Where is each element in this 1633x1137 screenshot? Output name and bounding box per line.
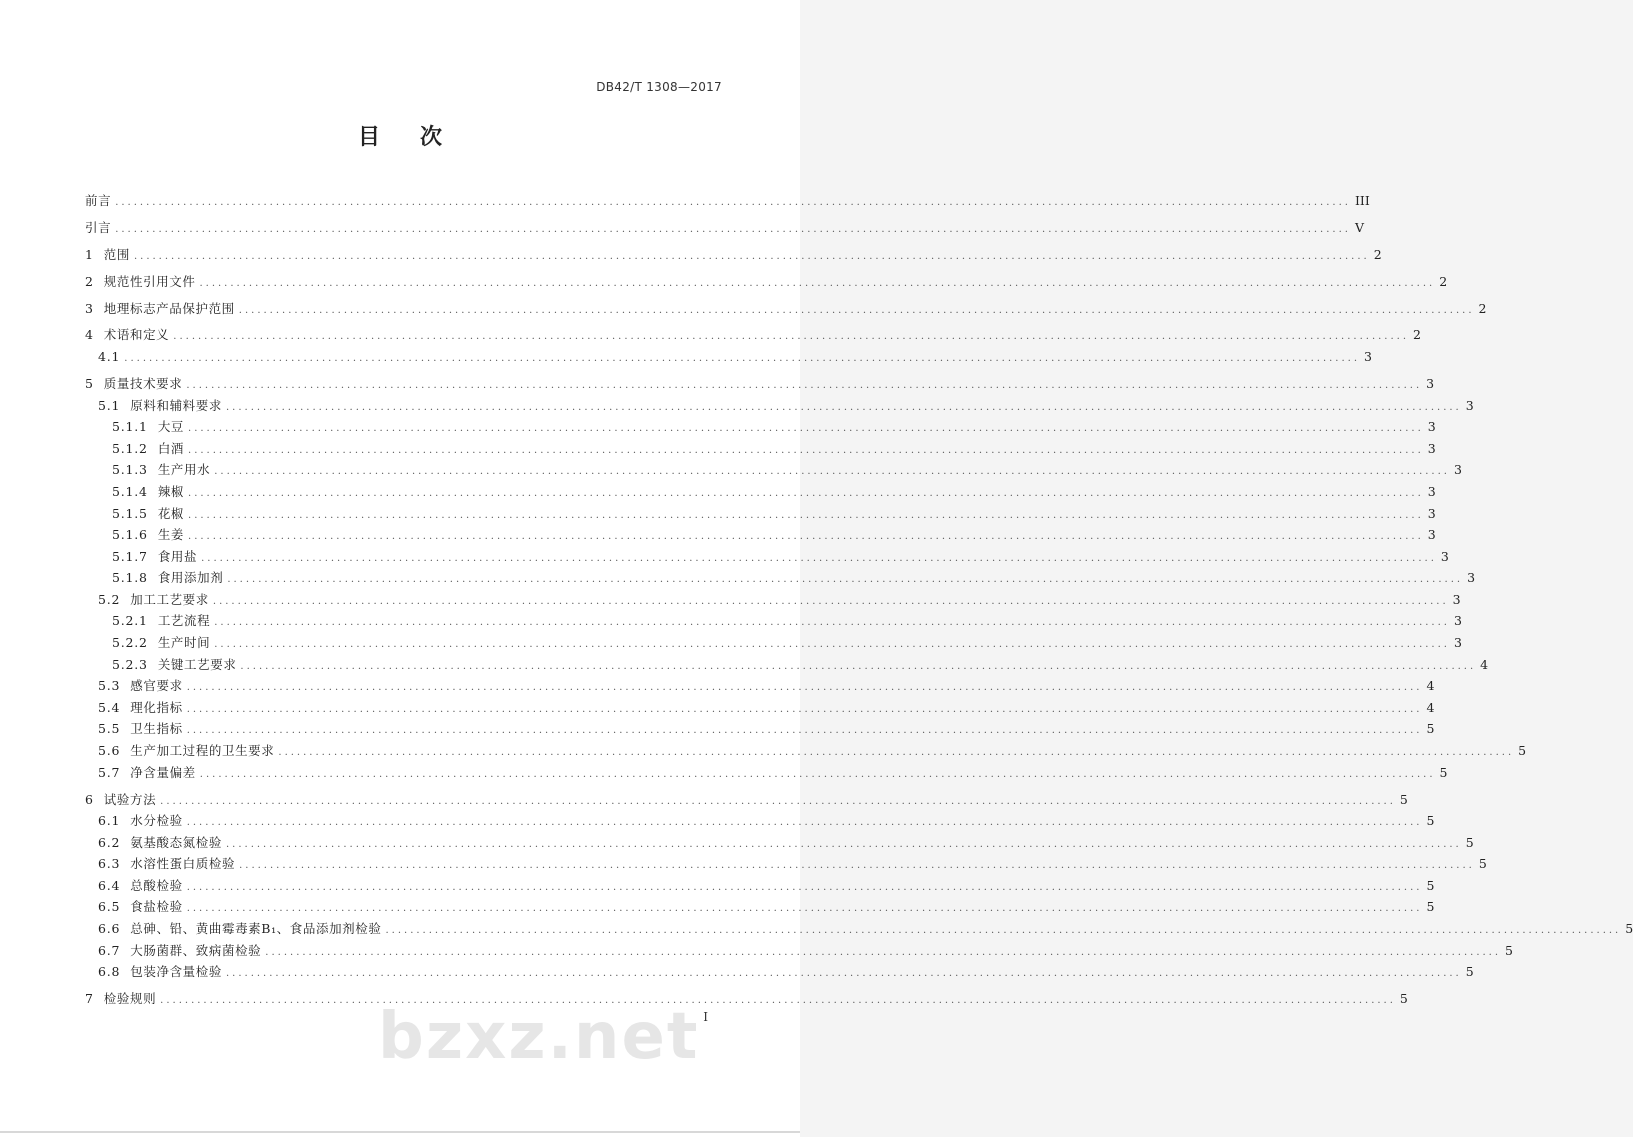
toc-leader-dots: ........................................................................................................................................................................................................ <box>186 903 1423 915</box>
toc-entry[interactable] <box>85 961 1474 983</box>
toc-entry-page: 3 <box>1467 570 1476 586</box>
toc-entry-number: 5.1.8 <box>112 570 148 586</box>
toc-entry-title: 检验规则 <box>103 991 157 1007</box>
toc-entry[interactable] <box>85 190 1370 212</box>
toc-entry[interactable] <box>85 217 1364 239</box>
toc-leader-dots: ........................................................................................................................................................................................................ <box>160 795 1396 807</box>
toc-leader-dots: ........................................................................................................................................................................................................ <box>186 682 1423 694</box>
toc-entry-title: 食用添加剂 <box>157 570 224 586</box>
toc-leader-dots: ........................................................................................................................................................................................................ <box>124 353 1361 365</box>
toc-entry-page: 4 <box>1480 656 1489 672</box>
toc-entry-page: 5 <box>1465 964 1474 980</box>
toc-entry-number: 5.2.2 <box>112 635 148 651</box>
toc-entry-number: 1 <box>85 246 94 262</box>
toc-leader-dots: ........................................................................................................................................................................................................ <box>227 574 1464 586</box>
toc-entry-page: 3 <box>1452 591 1461 607</box>
page-number-roman: I <box>703 1010 708 1024</box>
toc-entry-number: 4.1 <box>98 349 121 365</box>
toc-entry-title: 花椒 <box>157 505 185 521</box>
toc-entry-number: 5.3 <box>98 678 121 694</box>
title-part-2: 次 <box>420 125 443 150</box>
toc-entry-page: 5 <box>1439 764 1448 780</box>
toc-entry-title: 试验方法 <box>103 791 157 807</box>
toc-entry[interactable] <box>85 373 1435 395</box>
toc-entry-page: 3 <box>1465 397 1474 413</box>
toc-entry[interactable] <box>85 875 1435 897</box>
toc-leader-dots: ........................................................................................................................................................................................................ <box>186 379 1423 391</box>
toc-leader-dots: ........................................................................................................................................................................................................ <box>199 768 1436 780</box>
toc-entry[interactable] <box>85 324 1421 346</box>
toc-entry-title: 包装净含量检验 <box>130 964 222 980</box>
toc-entry-title: 氨基酸态氮检验 <box>130 834 222 850</box>
toc-entry-page: 3 <box>1453 613 1462 629</box>
toc-leader-dots: ........................................................................................................................................................................................................ <box>186 881 1423 893</box>
title-part-1: 目 <box>357 125 380 150</box>
toc-entry-page: 5 <box>1399 991 1408 1007</box>
toc-entry-number: 3 <box>85 300 94 316</box>
toc-entry-number: 5.1.3 <box>112 462 148 478</box>
toc-leader-dots: ........................................................................................................................................................................................................ <box>239 860 1475 872</box>
toc-leader-dots: ........................................................................................................................................................................................................ <box>214 639 1450 651</box>
toc-entry-title: 关键工艺要求 <box>157 656 237 672</box>
toc-entry-page: 3 <box>1453 462 1462 478</box>
toc-entry[interactable] <box>85 718 1435 740</box>
toc-entry-title: 感官要求 <box>130 678 183 694</box>
toc-entry-page: 5 <box>1478 856 1487 872</box>
toc-entry[interactable] <box>85 395 1474 417</box>
toc-entry-page: 2 <box>1478 300 1487 316</box>
toc-entry-page: 4 <box>1426 678 1435 694</box>
toc-entry-title: 水分检验 <box>130 813 183 829</box>
toc-entry-page: 3 <box>1427 440 1436 456</box>
toc-entry-page: 5 <box>1505 942 1513 958</box>
toc-entry[interactable] <box>85 632 1462 654</box>
toc-entry-number: 6.3 <box>98 856 121 872</box>
toc-leader-dots: ........................................................................................................................................................................................................ <box>188 444 1424 456</box>
toc-entry-number: 6.7 <box>98 942 121 958</box>
page-title <box>0 120 800 151</box>
toc-entry-page: 3 <box>1440 548 1449 564</box>
toc-entry[interactable] <box>85 244 1382 266</box>
toc-entry[interactable] <box>85 832 1474 854</box>
toc-entry[interactable] <box>85 697 1435 719</box>
toc-entry-page: 5 <box>1426 813 1435 829</box>
toc-entry[interactable] <box>85 271 1448 293</box>
toc-entry-page: 5 <box>1399 791 1408 807</box>
toc-leader-dots: ........................................................................................................................................................................................................ <box>278 747 1515 759</box>
toc-entry-number: 5.1.6 <box>112 527 148 543</box>
toc-entry-page: 3 <box>1427 527 1436 543</box>
toc-entry-title: 净含量偏差 <box>130 764 196 780</box>
toc-entry[interactable] <box>85 810 1435 832</box>
toc-entry[interactable] <box>85 610 1462 632</box>
toc-entry[interactable] <box>85 789 1408 811</box>
bottom-divider <box>0 1131 800 1133</box>
toc-entry-number: 5.2.3 <box>112 656 148 672</box>
toc-entry-page: 2 <box>1373 246 1382 262</box>
toc-entry-title: 辣椒 <box>157 483 185 499</box>
toc-entry-number: 6.4 <box>98 877 121 893</box>
toc-entry[interactable] <box>85 459 1462 481</box>
toc-leader-dots: ........................................................................................................................................................................................................ <box>188 423 1424 435</box>
toc-entry-page: V <box>1354 219 1364 235</box>
toc-entry-page: 4 <box>1426 699 1435 715</box>
toc-leader-dots: ........................................................................................................................................................................................................ <box>265 946 1502 958</box>
toc-entry[interactable] <box>85 740 1527 762</box>
toc-entry-number: 5 <box>85 375 94 391</box>
toc-leader-dots: ........................................................................................................................................................................................................ <box>186 817 1423 829</box>
toc-entry-title: 范围 <box>103 246 130 262</box>
toc-entry-number: 5.5 <box>98 721 121 737</box>
toc-leader-dots: ........................................................................................................................................................................................................ <box>385 925 1622 937</box>
toc-entry-number: 5.4 <box>98 699 121 715</box>
watermark: bzxz.net <box>378 1000 700 1074</box>
toc-entry-page: 3 <box>1426 375 1435 391</box>
table-of-contents <box>85 190 1633 1010</box>
toc-entry-number: 2 <box>85 273 94 289</box>
toc-entry[interactable] <box>85 298 1487 320</box>
toc-entry[interactable] <box>85 346 1372 368</box>
toc-entry-title: 水溶性蛋白质检验 <box>130 856 236 872</box>
toc-entry-number: 4 <box>85 327 94 343</box>
toc-entry-title: 原料和辅料要求 <box>130 397 222 413</box>
toc-entry-page: 5 <box>1426 899 1435 915</box>
toc-entry-number: 5.2.1 <box>112 613 148 629</box>
toc-entry-title: 生产用水 <box>157 462 211 478</box>
toc-leader-dots: ........................................................................................................................................................................................................ <box>188 487 1424 499</box>
toc-entry-title: 工艺流程 <box>157 613 211 629</box>
toc-leader-dots: ........................................................................................................................................................................................................ <box>225 838 1462 850</box>
toc-entry[interactable] <box>85 940 1513 962</box>
toc-leader-dots: ........................................................................................................................................................................................................ <box>201 552 1437 564</box>
toc-entry-number: 6 <box>85 791 94 807</box>
toc-entry-number: 5.1 <box>98 397 121 413</box>
toc-entry-page: 5 <box>1625 921 1633 937</box>
toc-entry-title: 生产加工过程的卫生要求 <box>130 743 275 759</box>
toc-entry-page: 2 <box>1439 273 1448 289</box>
toc-leader-dots: ........................................................................................................................................................................................................ <box>199 277 1436 289</box>
toc-entry-title: 总砷、铅、黄曲霉毒素B₁、食品添加剂检验 <box>130 921 382 937</box>
toc-entry[interactable] <box>85 654 1489 676</box>
toc-entry-number: 6.1 <box>98 813 121 829</box>
toc-entry-page: 3 <box>1364 349 1372 365</box>
toc-entry-number: 5.2 <box>98 591 121 607</box>
toc-entry-title: 大豆 <box>157 419 185 435</box>
toc-leader-dots: ........................................................................................................................................................................................................ <box>173 331 1410 343</box>
toc-entry-title: 加工工艺要求 <box>130 591 209 607</box>
toc-entry-page: 3 <box>1427 505 1436 521</box>
toc-entry-number: 5.1.4 <box>112 483 148 499</box>
toc-leader-dots: ........................................................................................................................................................................................................ <box>240 660 1477 672</box>
toc-entry[interactable] <box>85 481 1436 503</box>
toc-entry[interactable] <box>85 896 1435 918</box>
toc-entry-title: 地理标志产品保护范围 <box>103 300 235 316</box>
toc-entry-number: 5.1.5 <box>112 505 148 521</box>
toc-entry-number: 6.6 <box>98 921 121 937</box>
toc-entry-number: 6.2 <box>98 834 121 850</box>
toc-entry-page: 3 <box>1453 635 1462 651</box>
toc-leader-dots: ........................................................................................................................................................................................................ <box>188 531 1424 543</box>
toc-entry-number: 5.7 <box>98 764 121 780</box>
toc-entry-title: 大肠菌群、致病菌检验 <box>130 942 262 958</box>
toc-entry-number: 6.8 <box>98 964 121 980</box>
standard-code: DB42/T 1308—2017 <box>596 80 722 94</box>
toc-entry-page: 5 <box>1426 877 1435 893</box>
toc-entry-page: 5 <box>1465 834 1474 850</box>
toc-entry-title: 卫生指标 <box>130 721 183 737</box>
toc-entry-number: 5.1.7 <box>112 548 148 564</box>
toc-leader-dots: ........................................................................................................................................................................................................ <box>133 250 1370 262</box>
toc-entry-page: 2 <box>1413 327 1421 343</box>
toc-leader-dots: ........................................................................................................................................................................................................ <box>212 595 1449 607</box>
toc-entry-number: 6.5 <box>98 899 121 915</box>
toc-leader-dots: ........................................................................................................................................................................................................ <box>225 401 1462 413</box>
toc-entry[interactable] <box>85 524 1436 546</box>
toc-entry[interactable] <box>85 503 1436 525</box>
toc-entry-page: 3 <box>1427 419 1436 435</box>
toc-leader-dots: ........................................................................................................................................................................................................ <box>115 223 1351 235</box>
toc-leader-dots: ........................................................................................................................................................................................................ <box>160 995 1396 1007</box>
toc-entry-title: 质量技术要求 <box>103 375 183 391</box>
toc-entry-title: 生姜 <box>157 527 185 543</box>
toc-entry-title: 规范性引用文件 <box>103 273 196 289</box>
toc-entry-title: 生产时间 <box>157 635 211 651</box>
toc-entry-title: 白酒 <box>157 440 185 456</box>
toc-entry-number: 5.1.2 <box>112 440 148 456</box>
toc-leader-dots: ........................................................................................................................................................................................................ <box>186 703 1423 715</box>
toc-entry-number: 7 <box>85 991 94 1007</box>
toc-entry[interactable] <box>85 438 1436 460</box>
toc-entry-title: 食盐检验 <box>130 899 183 915</box>
toc-entry-title: 总酸检验 <box>130 877 183 893</box>
toc-entry-number: 5.1.1 <box>112 419 148 435</box>
toc-entry-number: 5.6 <box>98 743 121 759</box>
toc-leader-dots: ........................................................................................................................................................................................................ <box>188 509 1424 521</box>
toc-entry-title: 食用盐 <box>157 548 198 564</box>
toc-entry-title: 引言 <box>85 219 112 235</box>
toc-entry[interactable] <box>85 762 1448 784</box>
toc-leader-dots: ........................................................................................................................................................................................................ <box>214 466 1450 478</box>
toc-entry-title: 术语和定义 <box>103 327 170 343</box>
toc-entry[interactable] <box>85 589 1461 611</box>
toc-entry[interactable] <box>85 853 1487 875</box>
toc-entry[interactable] <box>85 918 1633 940</box>
toc-entry-page: 5 <box>1426 721 1435 737</box>
toc-leader-dots: ........................................................................................................................................................................................................ <box>238 304 1475 316</box>
toc-entry[interactable] <box>85 567 1476 589</box>
toc-leader-dots: ........................................................................................................................................................................................................ <box>115 197 1351 208</box>
toc-entry[interactable] <box>85 675 1435 697</box>
toc-entry-title: 前言 <box>85 193 112 208</box>
toc-leader-dots: ........................................................................................................................................................................................................ <box>225 968 1462 980</box>
toc-entry-page: 3 <box>1427 483 1436 499</box>
toc-entry[interactable] <box>85 416 1436 438</box>
toc-entry-page: III <box>1354 193 1370 208</box>
toc-entry[interactable] <box>85 546 1449 568</box>
toc-leader-dots: ........................................................................................................................................................................................................ <box>186 725 1423 737</box>
toc-leader-dots: ........................................................................................................................................................................................................ <box>214 617 1450 629</box>
toc-entry-title: 理化指标 <box>130 699 183 715</box>
toc-entry-page: 5 <box>1518 743 1527 759</box>
